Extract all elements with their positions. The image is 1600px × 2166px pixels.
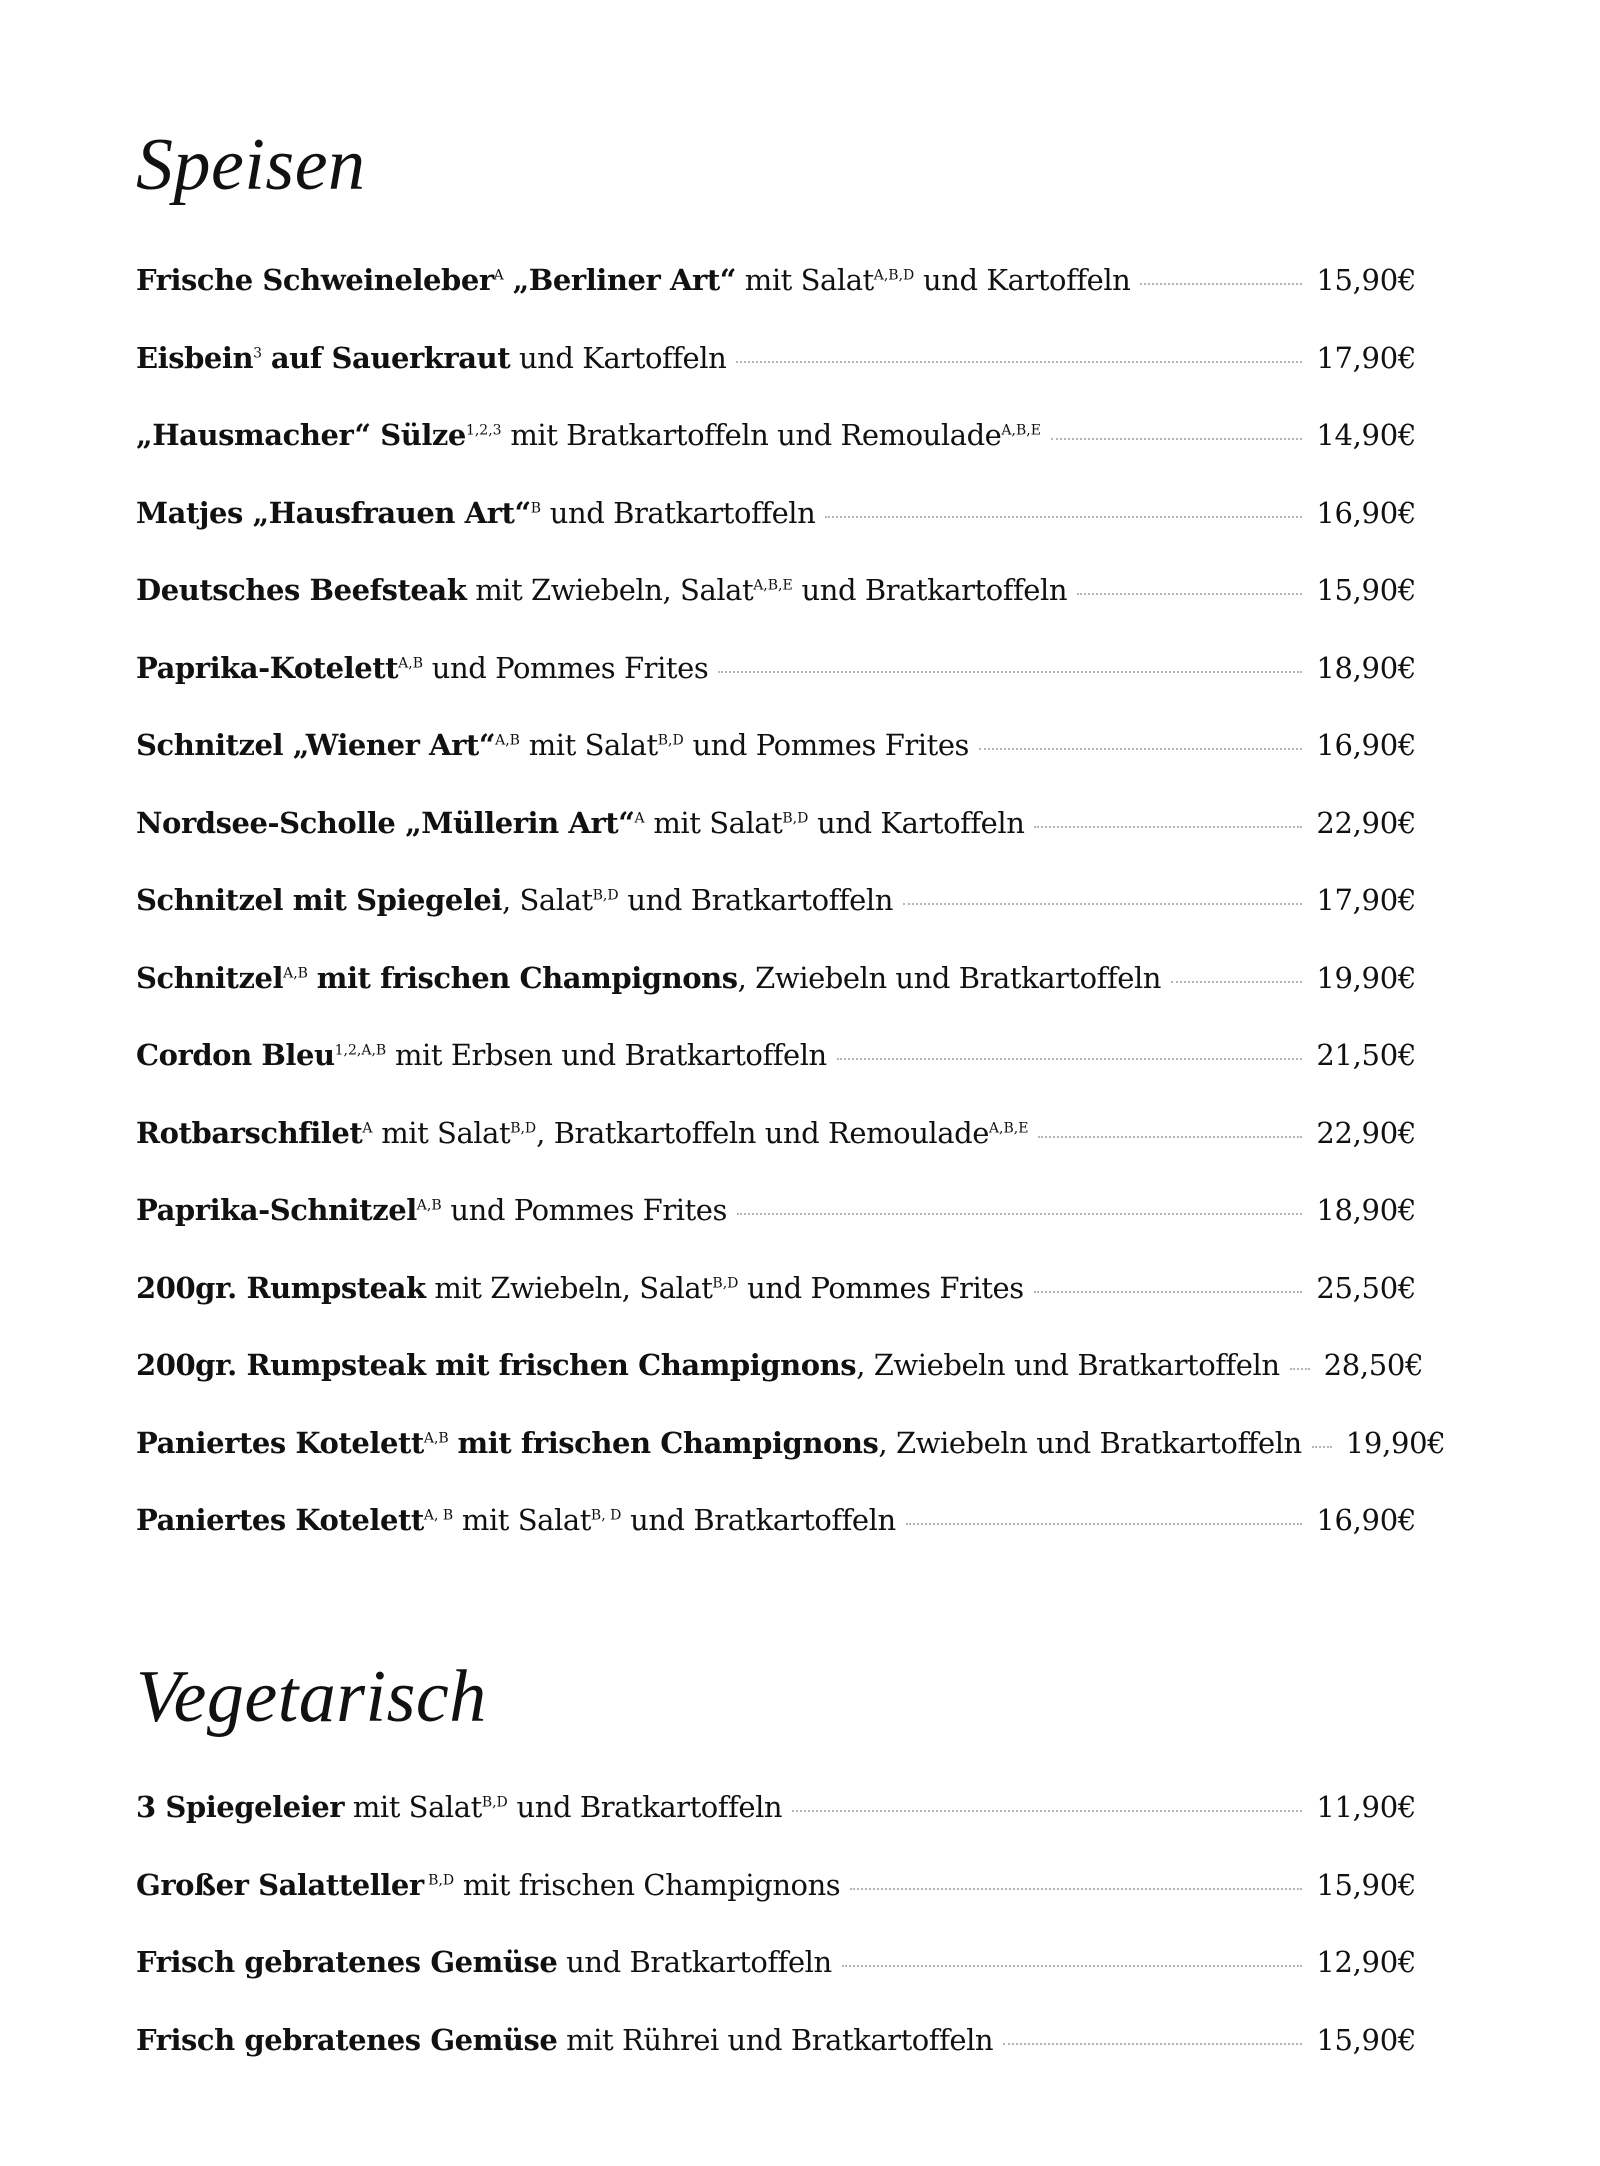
dish-detail: und Bratkartoffeln [792,573,1068,607]
menu-item [136,2023,1416,2101]
dish-detail: mit Zwiebeln, Salat [466,573,754,607]
dot-leader [736,361,1302,363]
menu-item [136,883,1416,961]
dish-detail: mit Rührei und Bratkartoffeln [557,2022,994,2057]
menu-item-description [136,341,726,375]
menu-item-description [136,1868,840,1902]
dish-name: „Berliner Art“ [512,263,736,297]
menu-item-price: 25,50€ [1316,1270,1416,1305]
allergen-note: 1,2,A,B [334,1042,387,1059]
menu-item [136,1271,1416,1349]
menu-item-description [136,1116,1028,1150]
dish-detail: mit Salat [453,1503,591,1537]
dot-leader [979,748,1302,750]
allergen-note: B,D [510,1120,537,1136]
dish-detail: mit Erbsen und Bratkartoffeln [386,1038,827,1072]
allergen-note: B [530,500,541,516]
allergen-note: A,B,D [873,267,915,284]
allergen-note: A,B [398,655,423,671]
allergen-note: B,D [423,1872,455,1888]
menu-item-description [136,496,815,530]
menu-item-description [136,1790,782,1824]
section-title-speisen: Speisen [136,124,366,206]
menu-item-description [136,1038,827,1072]
dish-detail: , Zwiebeln und Bratkartoffeln [737,960,1162,995]
menu-item-description [136,418,1041,452]
allergen-note: B,D [712,1275,739,1291]
allergen-note: A,B [416,1197,442,1214]
allergen-note: A,B,E [988,1120,1029,1136]
dish-detail: und Bratkartoffeln [541,495,816,530]
dot-leader [1003,2043,1302,2045]
menu-item-price: 22,90€ [1316,1115,1416,1150]
dish-name: Paprika-Schnitzel [136,1193,417,1227]
menu-item-price: 12,90€ [1316,1945,1416,1979]
dot-leader [825,516,1302,518]
allergen-note: A,B,E [753,577,793,594]
menu-item-description [136,806,1024,840]
dot-leader [737,1213,1302,1215]
dot-leader [1077,593,1302,595]
menu-item-description [136,1503,896,1537]
allergen-note: B,D [657,732,684,749]
dot-leader [837,1058,1303,1060]
menu-item-description [136,883,893,917]
dish-name: „Hausmacher“ Sülze [136,418,466,452]
dot-leader [1034,1291,1303,1293]
menu-item-price: 15,90€ [1316,1867,1416,1902]
menu-item [136,961,1416,1039]
menu-item [136,263,1416,341]
dot-leader [1034,826,1302,828]
menu-item [136,1348,1424,1426]
dot-leader [718,671,1302,673]
dish-name: Frisch gebratenes Gemüse [136,2022,558,2057]
menu-item [136,1116,1416,1194]
menu-item-price: 17,90€ [1316,340,1416,375]
dish-detail: und Kartoffeln [510,340,727,375]
menu-item-price: 15,90€ [1316,263,1416,297]
menu-item-price: 19,90€ [1345,1425,1446,1460]
dish-name: 200gr. Rumpsteak [136,1270,426,1305]
menu-item [136,1193,1416,1271]
dish-detail: mit Salat [736,263,874,297]
dish-detail: mit Bratkartoffeln und Remoulade [501,418,1002,452]
dish-detail: mit frischen Champignons [454,1867,841,1902]
menu-item-description [136,961,1161,995]
dish-name: auf Sauerkraut [270,340,511,375]
menu-item-description [136,263,1130,297]
allergen-note: A [362,1120,373,1136]
menu-item-price: 11,90€ [1316,1790,1416,1824]
dish-detail: mit Salat [644,805,783,840]
allergen-note: B, D [590,1507,622,1524]
menu-item [136,1038,1416,1116]
dish-detail: und Pommes Frites [441,1193,727,1227]
dot-leader [903,903,1302,905]
dot-leader [1290,1368,1310,1370]
dot-leader [1051,438,1302,440]
menu-item-price: 15,90€ [1316,573,1416,607]
dot-leader [1312,1446,1332,1448]
dish-name: Schnitzel mit Spiegelei [136,883,502,917]
dish-name: Paprika-Kotelett [136,650,399,685]
dish-detail: , Bratkartoffeln und Remoulade [536,1115,989,1150]
allergen-note: 1,2,3 [465,422,502,439]
dish-detail: und Bratkartoffeln [557,1945,832,1979]
menu-list-vegetarisch [136,1790,1416,2100]
dish-detail: und Bratkartoffeln [621,1503,896,1537]
dish-name: Eisbein [136,340,254,375]
dish-name: Schnitzel [136,960,284,995]
menu-item [136,341,1416,419]
menu-item [136,1790,1416,1868]
dot-leader [850,1888,1302,1890]
dish-name: Matjes „Hausfrauen Art“ [136,495,531,530]
dish-detail: und Kartoffeln [808,805,1025,840]
dish-detail: und Bratkartoffeln [507,1790,783,1824]
dish-name: Cordon Bleu [136,1038,335,1072]
menu-item-price: 28,50€ [1323,1348,1424,1382]
dish-detail [262,341,271,375]
allergen-note: A, B [423,1507,454,1524]
allergen-note: A [493,267,504,284]
menu-item [136,1868,1416,1946]
menu-item-price: 16,90€ [1316,495,1416,530]
allergen-note: A,B,E [1001,422,1041,439]
dish-detail: und Pommes Frites [683,728,969,762]
dish-name: mit frischen Champignons [316,960,738,995]
dish-name: mit frischen Champignons [457,1425,879,1460]
allergen-note: B,D [782,810,809,826]
menu-item-price: 18,90€ [1316,650,1416,685]
dish-name: Frische Schweineleber [136,263,494,297]
allergen-note: A,B [283,965,308,981]
menu-item-description [136,728,969,762]
menu-item-description [136,573,1067,607]
menu-item [136,418,1416,496]
menu-item [136,573,1416,651]
dish-name: Paniertes Kotelett [136,1503,424,1537]
dish-detail [504,263,513,297]
menu-item-description [136,1426,1302,1460]
dot-leader [906,1523,1303,1525]
dish-detail: mit Zwiebeln, Salat [425,1270,713,1305]
dish-detail: mit Salat [372,1115,511,1150]
menu-item-description [136,1348,1280,1382]
menu-item-description [136,1271,1024,1305]
dish-detail: und Pommes Frites [423,650,709,685]
allergen-note: A,B [495,732,520,749]
allergen-note: A,B [423,1430,449,1446]
menu-item-description [136,1945,832,1979]
dish-detail: mit Salat [344,1790,482,1824]
dot-leader [1140,283,1302,285]
dish-detail: und Bratkartoffeln [618,883,893,917]
dot-leader [842,1965,1303,1967]
menu-item [136,651,1416,729]
menu-item-description [136,2023,993,2057]
menu-item-price: 18,90€ [1316,1193,1416,1227]
dot-leader [792,1810,1302,1812]
dish-name: Paniertes Kotelett [136,1425,424,1460]
dish-detail: , Zwiebeln und Bratkartoffeln [878,1425,1302,1460]
menu-item-price: 19,90€ [1316,960,1416,995]
dish-name: 200gr. Rumpsteak mit frischen Champignons [136,1348,857,1382]
dish-name: 3 Spiegeleier [136,1790,345,1824]
menu-item [136,728,1416,806]
allergen-note: B,D [592,887,619,904]
menu-item-price: 16,90€ [1316,1503,1416,1537]
dish-detail: und Kartoffeln [914,263,1131,297]
dish-detail: , Zwiebeln und Bratkartoffeln [856,1348,1280,1382]
dish-detail: , Salat [501,883,593,917]
menu-item-price: 17,90€ [1316,883,1416,917]
allergen-note: 3 [253,345,263,361]
menu-item-price: 22,90€ [1316,805,1416,840]
menu-item-price: 21,50€ [1316,1038,1416,1072]
allergen-note: B,D [481,1794,508,1811]
dish-detail [308,961,317,995]
dish-name: Schnitzel „Wiener Art“ [136,728,496,762]
dish-detail: und Pommes Frites [738,1270,1024,1305]
dish-name: Frisch gebratenes Gemüse [136,1945,558,1979]
menu-list-speisen [136,263,1446,1581]
menu-item-description [136,651,708,685]
menu-item [136,806,1416,884]
menu-item [136,496,1416,574]
menu-item [136,1425,1446,1504]
allergen-note: A [634,810,645,826]
menu-item-description [136,1193,727,1227]
section-title-vegetarisch: Vegetarisch [136,1656,487,1738]
dish-name: Nordsee-Scholle „Müllerin Art“ [136,805,635,840]
dot-leader [1171,981,1302,983]
menu-item-price: 15,90€ [1316,2022,1416,2057]
dish-detail: mit Salat [519,728,658,762]
dot-leader [1038,1136,1302,1138]
menu-item [136,1503,1416,1581]
dish-name: Rotbarschfilet [136,1115,363,1150]
dish-name: Deutsches Beefsteak [136,573,467,607]
menu-item-price: 16,90€ [1316,728,1416,762]
dish-name: Großer Salatteller [136,1867,424,1902]
menu-item-price: 14,90€ [1316,418,1416,452]
menu-item [136,1945,1416,2023]
